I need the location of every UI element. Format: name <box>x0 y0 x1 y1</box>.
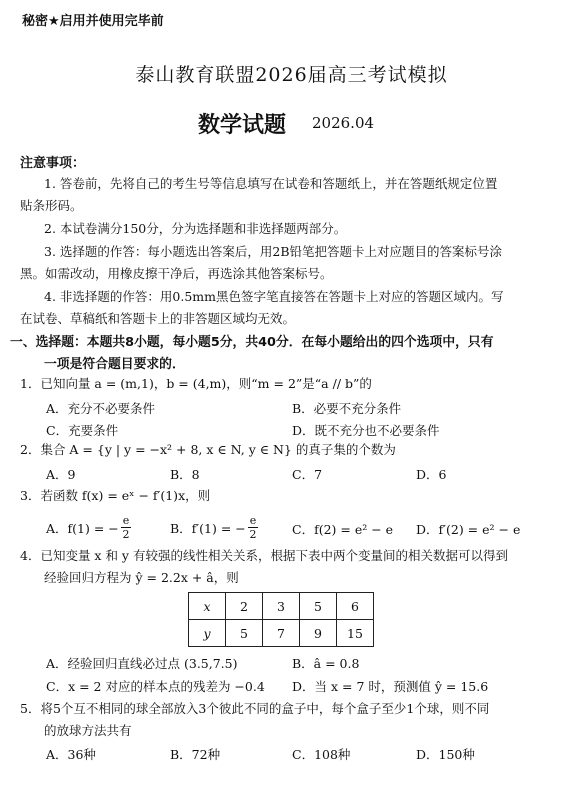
table-header-y: y <box>189 620 226 647</box>
table-cell: 6 <box>337 593 374 620</box>
question-4-stem-line-2: 经验回归方程为 ŷ = 2.2x + â，则 <box>44 570 239 585</box>
table-cell: 3 <box>263 593 300 620</box>
question-1-option-c: C．充要条件 <box>46 423 119 438</box>
note-4-line-2: 在试卷、草稿纸和答题卡上的非答题区域均无效。 <box>20 311 296 326</box>
table-header-x: x <box>189 593 226 620</box>
fraction-e-over-2 <box>121 514 132 541</box>
fraction-denominator: 2 <box>249 528 257 541</box>
question-2-option-a: A．9 <box>46 467 76 482</box>
question-3-option-d: D．f′(2) = e² − e <box>416 522 521 537</box>
table-cell: 15 <box>337 620 374 647</box>
question-1-option-a: A．充分不必要条件 <box>46 401 156 416</box>
notes-heading: 注意事项： <box>20 156 86 171</box>
fraction-e-over-2 <box>248 514 259 541</box>
question-5-option-a: A．36种 <box>46 747 96 762</box>
section-1-heading: 一、选择题：本题共8小题，每小题5分，共40分．在每小题给出的四个选项中，只有 <box>10 335 494 350</box>
question-1-stem: 1．已知向量 a = (m,1)，b = (4,m)，则“m = 2”是“a // b”的 <box>20 376 372 391</box>
question-4-option-a: A．经验回归直线必过点 (3.5,7.5) <box>46 656 238 671</box>
secret-mark: 秘密★启用并使用完毕前 <box>22 14 164 29</box>
exam-title: 泰山教育联盟2026届高三考试模拟 <box>135 64 448 86</box>
question-3-option-c: C．f(2) = e² − e <box>292 522 394 537</box>
option-b-expression: B．f′(1) = − <box>170 520 246 536</box>
question-2-option-d: D．6 <box>416 467 447 482</box>
question-5-option-c: C．108种 <box>292 747 351 762</box>
subject-title: 数学试题 <box>198 113 287 138</box>
question-4-stem-line-1: 4．已知变量 x 和 y 有较强的线性相关关系，根据下表中两个变量间的相关数据可以得到 <box>20 548 508 563</box>
question-5-option-d: D．150种 <box>416 747 475 762</box>
exam-date: 2026.04 <box>312 114 375 132</box>
question-5-stem-line-1: 5．将5个互不相同的球全部放入3个彼此不同的盒子中，每个盒子至少1个球，则不同 <box>20 701 490 716</box>
question-3-option-a <box>46 514 131 541</box>
fraction-numerator: e <box>249 514 257 527</box>
table-row-y <box>189 620 374 647</box>
question-4-option-c: C．x = 2 对应的样本点的残差为 −0.4 <box>46 679 265 694</box>
table-cell: 2 <box>226 593 263 620</box>
table-cell: 7 <box>263 620 300 647</box>
question-1-option-b: B．必要不充分条件 <box>292 401 402 416</box>
data-table <box>188 592 374 647</box>
note-2: 2. 本试卷满分150分，分为选择题和非选择题两部分。 <box>44 221 347 236</box>
table-cell: 9 <box>300 620 337 647</box>
note-1-line-2: 贴条形码。 <box>20 198 83 213</box>
question-2-stem: 2．集合 A = {y | y = −x² + 8, x ∈ N, y ∈ N} 的真子集的个数为 <box>20 442 396 457</box>
question-3-option-b <box>170 514 258 541</box>
question-4-option-d: D．当 x = 7 时，预测值 ŷ = 15.6 <box>292 679 489 694</box>
note-3-line-2: 黑。如需改动，用橡皮擦干净后，再选涂其他答案标号。 <box>20 266 333 281</box>
question-2-option-c: C．7 <box>292 467 323 482</box>
note-4-line-1: 4. 非选择题的作答：用0.5mm黑色签字笔直接答在答题卡上对应的答题区域内。写 <box>44 289 504 304</box>
option-a-expression: A．f(1) = − <box>46 520 119 536</box>
table-cell: 5 <box>300 593 337 620</box>
table-cell: 5 <box>226 620 263 647</box>
fraction-numerator: e <box>122 514 130 527</box>
question-5-stem-line-2: 的放球方法共有 <box>44 723 132 738</box>
question-4-option-b: B．â = 0.8 <box>292 656 360 671</box>
section-1-heading-cont: 一项是符合题目要求的． <box>44 357 185 372</box>
question-2-option-b: B．8 <box>170 467 200 482</box>
question-5-option-b: B．72种 <box>170 747 221 762</box>
note-3-line-1: 3. 选择题的作答：每小题选出答案后，用2B铅笔把答题卡上对应题目的答案标号涂 <box>44 244 503 259</box>
table-row-x <box>189 593 374 620</box>
question-3-stem: 3．若函数 f(x) = eˣ − f′(1)x，则 <box>20 488 211 503</box>
fraction-denominator: 2 <box>122 528 130 541</box>
question-1-option-d: D．既不充分也不必要条件 <box>292 423 440 438</box>
note-1-line-1: 1. 答卷前，先将自己的考生号等信息填写在试卷和答题纸上，并在答题纸规定位置 <box>44 176 498 191</box>
